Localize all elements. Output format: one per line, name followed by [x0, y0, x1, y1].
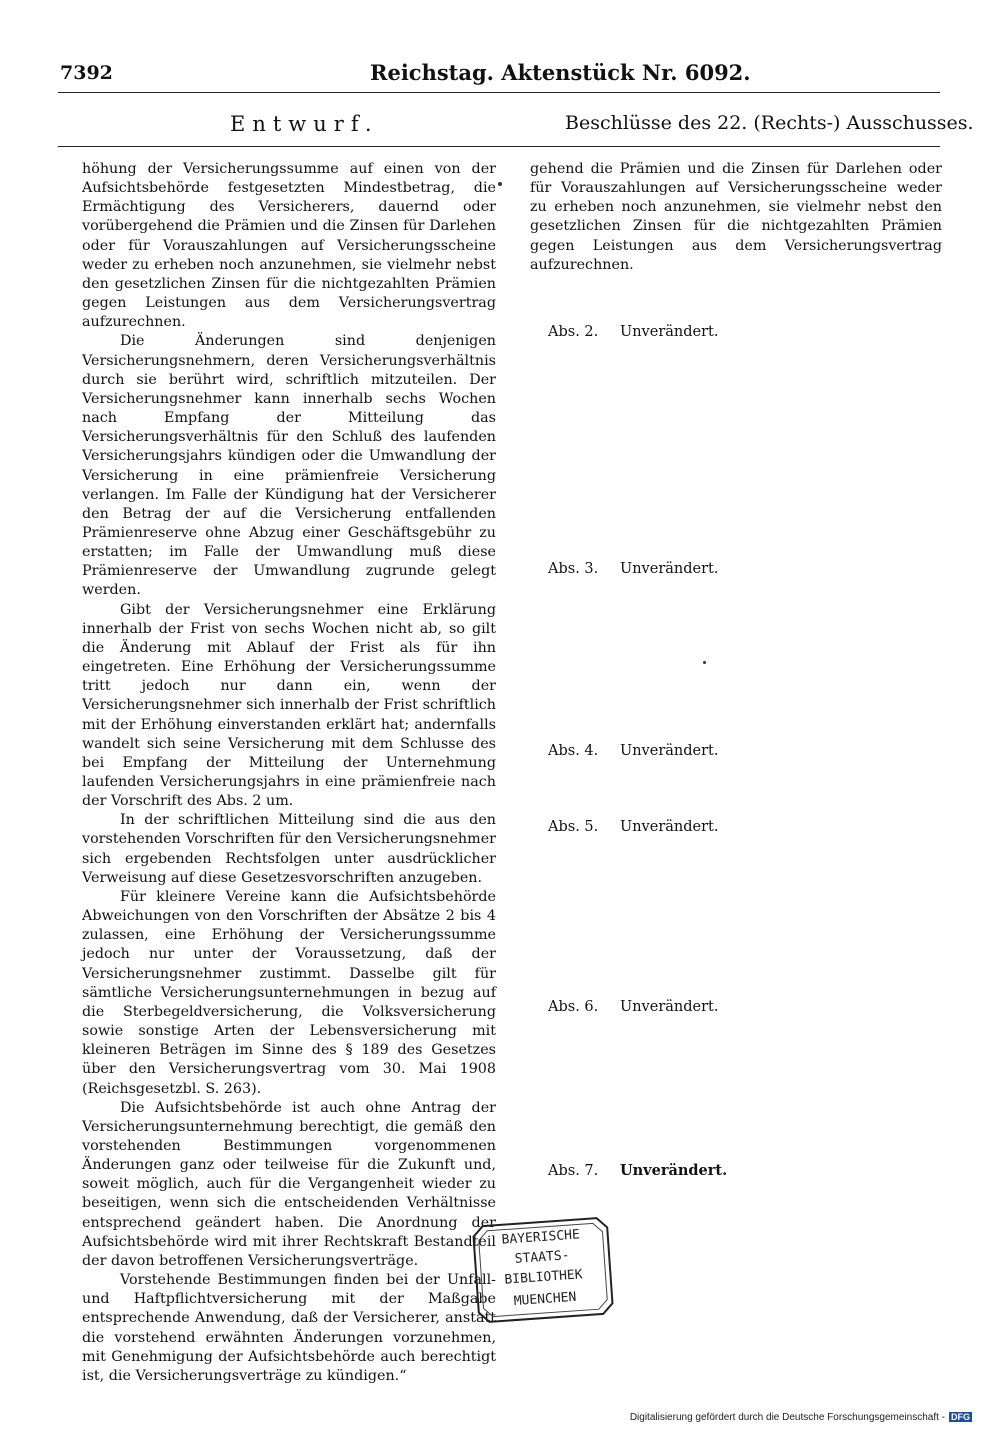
- left-paragraph: höhung der Versicherungssumme auf einen von der Aufsichtsbehörde festgesetzten Mindestbetrag, die Ermächtigung des Versicherers, dauernd oder vorübergehend die Prämien und die Zinsen für Darlehen oder für Vorauszahlungen auf Versicherungsscheine weder zu erheben noch anzunehmen, sie vielmehr nebst den gesetzlichen Zinsen für die nichtgezahlten Prämien gegen Leistungen aus dem Versicherungsvertrag aufzurechnen.: [82, 161, 496, 331]
- abs-label: Abs. 3.: [548, 561, 599, 577]
- stamp-line: BIBLIOTHEK: [503, 1267, 584, 1288]
- left-paragraph: Vorstehende Bestimmungen finden bei der Unfall- und Haftpflichtversicherung mit der Maßgabe entsprechende Anwendung, daß der Versicherer, anstatt die vorstehend erwähnten Änderungen vorzunehmen, mit Genehmigung der Aufsichtsbehörde auch berechtigt ist, die Versicherungsverträge zu kündigen.“: [82, 1272, 496, 1384]
- scan-speck: [498, 182, 502, 186]
- abs-value: Unverändert.: [620, 1162, 728, 1179]
- right-paragraph: gehend die Prämien und die Zinsen für Darlehen oder für Vorauszahlungen auf Versicherungsscheine weder zu erheben noch anzunehmen, sie vielmehr nebst den gesetzlichen Zinsen für die nichtgezahlten Prämien gegen Leistungen aus dem Versicherungsvertrag aufzurechnen.: [530, 161, 942, 273]
- footer-text: Digitalisierung gefördert durch die Deutsche Forschungsgemeinschaft -: [629, 1412, 945, 1423]
- abs-label: Abs. 7.: [548, 1163, 599, 1179]
- dfg-logo-icon: DFG: [951, 1412, 970, 1422]
- abs-label: Abs. 6.: [548, 999, 599, 1015]
- abs-item: [548, 999, 718, 1015]
- left-column-heading: Entwurf.: [230, 112, 379, 136]
- left-paragraph: Die Änderungen sind denjenigen Versicherungsnehmern, deren Versicherungsverhältnis durch sie berührt wird, schriftlich mitzuteilen. Der Versicherungsnehmer kann innerhalb sechs Wochen nach Empfang der Mitteilung das Versicherungsverhältnis für den Schluß des laufenden Versicherungsjahrs kündigen oder die Umwandlung der Versicherung in eine prämienfreie Versicherung verlangen. Im Falle der Kündigung hat der Versicherer den Betrag der auf die Versicherung entfallenden Prämienreserve ohne Abzug einer Geschäftsgebühr zu erstatten; im Falle der Umwandlung muß diese Prämienreserve der Umwandlung zugrunde gelegt werden.: [82, 333, 496, 599]
- left-column: [82, 160, 496, 1386]
- abs-value: Unverändert.: [620, 819, 719, 835]
- stamp-line: STAATS-: [514, 1248, 570, 1267]
- left-paragraph: Die Aufsichtsbehörde ist auch ohne Antrag der Versicherungsunternehmung berechtigt, die gemäß den vorstehenden Bestimmungen vorgenommenen Änderungen ganz oder teilweise für die Zukunft und, soweit möglich, auch für die Vergangenheit wieder zu beseitigen, wenn sich die entscheidenden Verhältnisse entsprechend geändert haben. Die Anordnung der Aufsichtsbehörde wird mit ihrer Rechtskraft Bestandteil der davon betroffenen Versicherungsverträge.: [82, 1099, 496, 1269]
- library-stamp: [469, 1213, 618, 1327]
- abs-label: Abs. 4.: [548, 743, 599, 759]
- abs-item: [548, 819, 718, 835]
- stamp-line: BAYERISCHE: [501, 1227, 581, 1248]
- heading-rule: [58, 146, 940, 147]
- running-title: Reichstag. Aktenstück Nr. 6092.: [370, 60, 751, 85]
- right-column: [530, 160, 942, 275]
- abs-item: [548, 743, 718, 759]
- left-paragraph: Gibt der Versicherungsnehmer eine Erklärung innerhalb der Frist von sechs Wochen nicht ab, so gilt die Änderung mit Ablauf der Frist als für ihn eingetreten. Eine Erhöhung der Versicherungssumme tritt jedoch nur dann ein, wenn der Versicherungsnehmer sich innerhalb der Frist schriftlich mit der Erhöhung einverstanden erklärt hat; andernfalls wandelt sich seine Versicherung mit dem Schlusse des bei Empfang der Mitteilung der Unternehmung laufenden Versicherungsjahrs in eine prämienfreie nach der Vorschrift des Abs. 2 um.: [82, 601, 496, 810]
- page-number: 7392: [60, 62, 113, 84]
- scan-speck: [703, 661, 706, 664]
- left-paragraph: Für kleinere Vereine kann die Aufsichtsbehörde Abweichungen von den Vorschriften der Absätze 2 bis 4 zulassen, eine Erhöhung der Versicherungssumme jedoch nur unter der Voraussetzung, daß der Versicherungsnehmer zustimmt. Dasselbe gilt für sämtliche Versicherungsunternehmungen in bezug auf die Sterbegeldversicherung, die Volksversicherung sowie sonstige Arten der Lebensversicherung mit kleineren Beträgen im Sinne des § 189 des Gesetzes über den Versicherungsvertrag vom 30. Mai 1908 (Reichsgesetzbl. S. 263).: [82, 888, 496, 1097]
- abs-label: Abs. 2.: [548, 324, 599, 340]
- abs-value: Unverändert.: [620, 324, 719, 340]
- left-paragraph: In der schriftlichen Mitteilung sind die aus den vorstehenden Vorschriften für den Versicherungsnehmer sich ergebenden Rechtsfolgen unter ausdrücklicher Verweisung auf diese Gesetzesvorschriften anzugeben.: [82, 812, 496, 886]
- footer-credit: [630, 1412, 972, 1423]
- stamp-line: MUENCHEN: [513, 1289, 577, 1310]
- abs-value: Unverändert.: [620, 561, 719, 577]
- abs-value: Unverändert.: [620, 999, 719, 1015]
- header-rule: [58, 92, 940, 93]
- abs-item: [548, 1162, 727, 1179]
- abs-item: [548, 324, 718, 340]
- right-column-heading: Beschlüsse des 22. (Rechts-) Ausschusses.: [565, 112, 974, 134]
- abs-item: [548, 561, 718, 577]
- abs-value: Unverändert.: [620, 743, 719, 759]
- abs-label: Abs. 5.: [548, 819, 599, 835]
